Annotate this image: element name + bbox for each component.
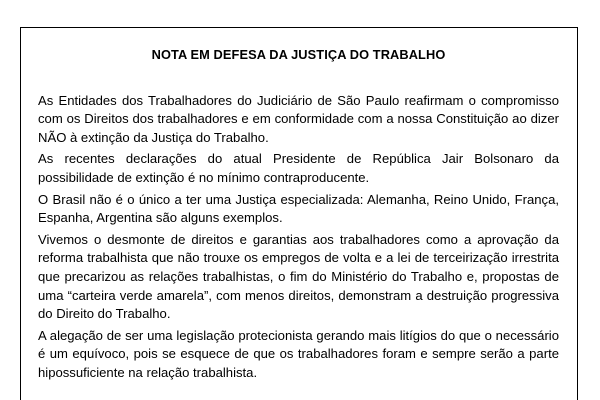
paragraph-president-declarations: As recentes declarações do atual Presidente de República Jair Bolsonaro da possibilidade de extinção é no mínimo contraproducente. xyxy=(38,151,559,185)
document-title: NOTA EM DEFESA DA JUSTIÇA DO TRABALHO xyxy=(151,47,446,62)
paragraph-specialized-justice-examples: O Brasil não é o único a ter uma Justiça especializada: Alemanha, Reino Unido, França, Espanha, Argentina são alguns exemplos. xyxy=(38,191,559,226)
paragraph-dismantling-rights: Vivemos o desmonte de direitos e garantias aos trabalhadores como a aprovação da reforma trabalhista que não trouxe os empregos de volta e a lei de terceirização irrestrita que precarizou as relações trabalhistas, o fim do Ministério do Trabalho e, propostas de uma “carteira verde amarela”, com menos direitos, demonstram a destruição progressiva do Direito do Trabalho. xyxy=(38,231,559,322)
paragraph-protectionist-claim: A alegação de ser uma legislação protecionista gerando mais litígios do que o necessário é um equívoco, pois se esquece de que os trabalhadores foram e sempre serão a parte hipossuficiente na relação trabalhista. xyxy=(38,327,559,380)
document-body xyxy=(38,46,559,386)
paragraph-entities-commitment: As Entidades dos Trabalhadores do Judiciário de São Paulo reafirmam o compromisso com os Direitos dos trabalhadores e em conformidade com a nossa Constituição ao dizer NÃO à extinção da Justiça do Trabalho. xyxy=(38,92,559,145)
